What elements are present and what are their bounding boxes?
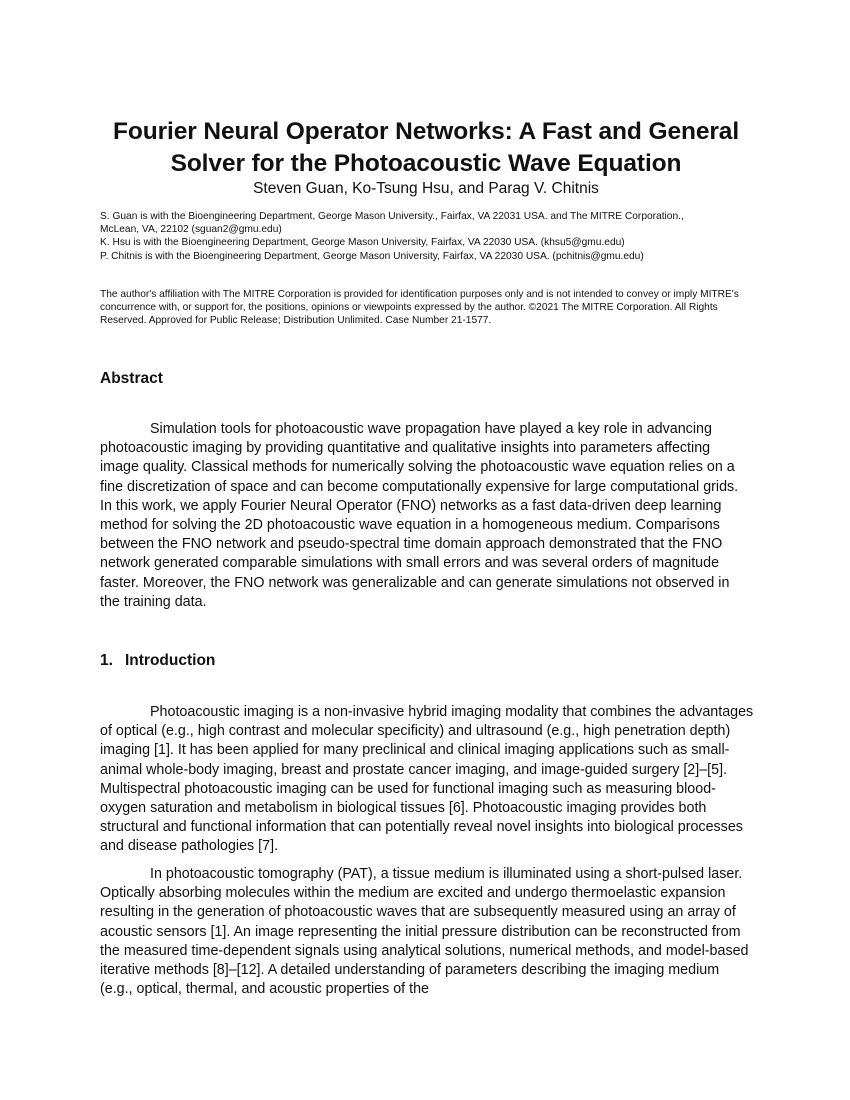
title-line-2: Solver for the Photoacoustic Wave Equation xyxy=(170,150,682,177)
affiliation-line: K. Hsu is with the Bioengineering Department, George Mason University, Fairfax, VA 22030 USA. (khsu5@gmu.edu) xyxy=(100,237,625,249)
abstract-heading: Abstract xyxy=(100,370,163,387)
abstract-text: Simulation tools for photoacoustic wave propagation have played a key role in advancing photoacoustic imaging by providing quantitative and qualitative insights into parameters affecting image quality. Classical methods for numerically solving the photoacoustic wave equation relies on a fine discretization of space and can become computationally expensive for large computational grids. In this work, we apply Fourier Neural Operator (FNO) networks as a fast data-driven deep learning method for solving the 2D photoacoustic wave equation in a homogeneous medium. Comparisons between the FNO network and pseudo-spectral time domain approach demonstrated that the FNO network generated comparable simulations with small errors and was several orders of magnitude faster. Moreover, the FNO network was generalizable and can generate simulations not observed in the training data. xyxy=(100,421,739,610)
intro-paragraph-1: Photoacoustic imaging is a non-invasive hybrid imaging modality that combines the advantages of optical (e.g., high contrast and molecular specificity) and ultrasound (e.g., high penetration depth) imaging [1]. It has been applied for many preclinical and clinical imaging applications such as small-animal whole-body imaging, breast and prostate cancer imaging, and image-guided surgery [2]–[5]. Multispectral photoacoustic imaging can be used for functional imaging such as measuring blood-oxygen saturation and metabolism in biological tissues [6]. Photoacoustic imaging provides both structural and functional information that can potentially reveal novel insights into biological processes and disease pathologies [7]. xyxy=(100,704,754,855)
paper-title xyxy=(100,116,752,180)
affiliation-line: McLean, VA, 22102 (sguan2@gmu.edu) xyxy=(100,224,282,236)
mitre-disclaimer: The author's affiliation with The MITRE Corporation is provided for identification purposes only and is not intended to convey or imply MITRE's concurrence with, or support for, the positions, opinions or viewpoints expressed by the author. ©2021 The MITRE Corporation. All Rights Reserved. Approved for Public Release; Distribution Unlimited. Case Number 21-1577. xyxy=(100,289,739,327)
affiliations xyxy=(100,210,752,263)
section-title: Introduction xyxy=(125,652,216,669)
affiliation-line: P. Chitnis is with the Bioengineering Department, George Mason University, Fairfax, VA 22030 USA. (pchitnis@gmu.edu) xyxy=(100,250,644,262)
affiliation-line: S. Guan is with the Bioengineering Department, George Mason University., Fairfax, VA 22031 USA. and The MITRE Corporation., xyxy=(100,211,684,222)
section-number: 1. xyxy=(100,652,113,669)
intro-paragraph-2: In photoacoustic tomography (PAT), a tissue medium is illuminated using a short-pulsed laser. Optically absorbing molecules within the medium are excited and undergo thermoelastic expansion resulting in the generation of photoacoustic waves that are subsequently measured using an array of acoustic sensors [1]. An image representing the initial pressure distribution can be reconstructed from the measured time-dependent signals using analytical solutions, numerical methods, and model-based iterative methods [8]–[12]. A detailed understanding of parameters describing the imaging medium (e.g., optical, thermal, and acoustic properties of the xyxy=(100,866,749,998)
title-line-1: Fourier Neural Operator Networks: A Fast and General xyxy=(112,118,740,145)
author-list: Steven Guan, Ko-Tsung Hsu, and Parag V. Chitnis xyxy=(253,180,599,197)
introduction-heading xyxy=(100,652,215,670)
